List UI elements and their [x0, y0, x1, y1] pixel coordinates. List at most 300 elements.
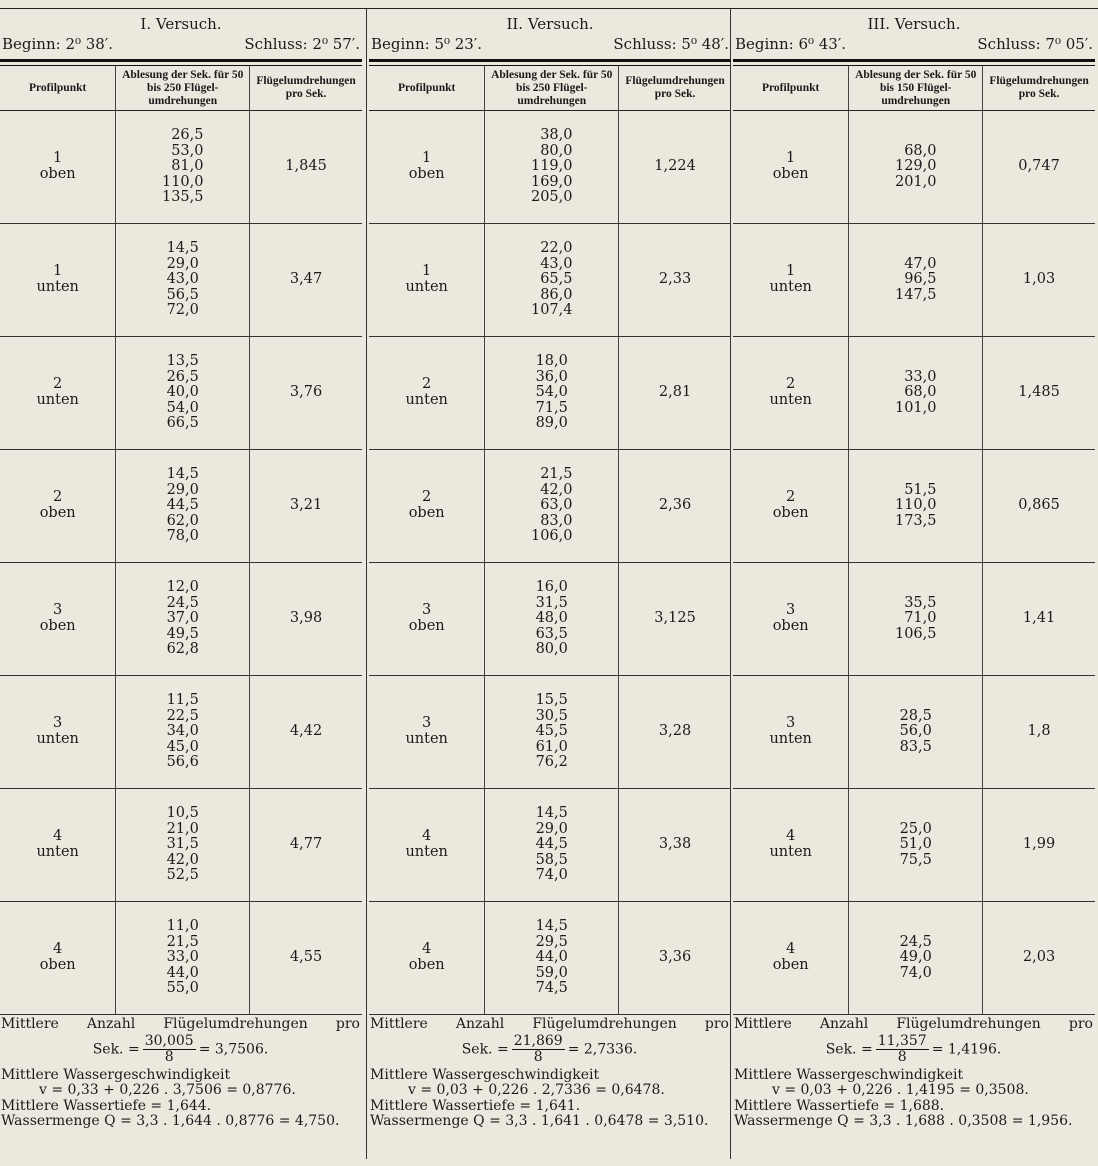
table-row	[0, 111, 362, 224]
table-row	[369, 676, 731, 789]
profil-number: 1	[786, 150, 796, 167]
rate-cell: 3,28	[619, 676, 731, 789]
fraction-numerator: 21,869	[513, 1032, 563, 1049]
rate-cell: 4,55	[250, 902, 362, 1015]
profilpunkt-cell	[369, 224, 485, 337]
calculation-footer	[369, 1015, 731, 1130]
profil-number: 1	[422, 263, 432, 280]
reading-value: 35,5	[904, 594, 937, 611]
readings-cell	[849, 224, 983, 337]
rate-cell: 2,36	[619, 450, 731, 563]
word: pro	[335, 1016, 360, 1032]
reading-value: 14,5	[166, 240, 199, 257]
table-row	[733, 337, 1095, 450]
reading-value: 169,0	[530, 173, 573, 190]
readings-cell	[116, 789, 250, 902]
reading-value: 24,5	[166, 594, 199, 611]
profil-position: unten	[405, 279, 448, 295]
sek-prefix: Sek. =	[92, 1041, 140, 1057]
reading-value: 44,5	[535, 836, 568, 853]
fraction	[876, 1034, 929, 1065]
table-row	[0, 789, 362, 902]
versuch-header	[0, 9, 362, 57]
profil-number: 1	[422, 150, 432, 167]
profilpunkt-cell	[0, 676, 116, 789]
reading-value: 42,0	[166, 851, 199, 868]
reading-value: 58,5	[535, 851, 568, 868]
rate-cell: 2,33	[619, 224, 731, 337]
rate-cell: 0,747	[983, 111, 1095, 224]
schluss-time: Schluss: 7⁰ 05′.	[977, 35, 1093, 53]
profil-position: oben	[408, 505, 445, 521]
readings-cell	[116, 902, 250, 1015]
rate-cell: 1,8	[983, 676, 1095, 789]
profilpunkt-cell	[0, 563, 116, 676]
readings-cell	[116, 563, 250, 676]
fraction-denominator: 8	[897, 1048, 907, 1065]
reading-value: 29,0	[166, 255, 199, 272]
profil-number: 4	[53, 941, 63, 958]
readings-list	[900, 822, 932, 869]
profilpunkt-cell	[369, 676, 485, 789]
sek-prefix: Sek. =	[825, 1041, 873, 1057]
readings-cell	[116, 337, 250, 450]
reading-value: 31,5	[166, 836, 199, 853]
readings-list	[536, 806, 568, 884]
column-separator	[366, 9, 367, 1159]
reading-value: 33,0	[904, 368, 937, 385]
fraction-denominator: 8	[533, 1048, 543, 1065]
fraction	[512, 1034, 565, 1065]
profilpunkt-cell	[369, 450, 485, 563]
sek-formula	[370, 1034, 729, 1065]
profil-number: 3	[53, 602, 63, 619]
schluss-time: Schluss: 5⁰ 48′.	[613, 35, 729, 53]
reading-value: 51,5	[904, 481, 937, 498]
profilpunkt-cell	[733, 676, 849, 789]
header-fluegelumdrehungen: Flügelumdrehungen pro Sek.	[619, 66, 731, 111]
readings-list	[536, 354, 568, 432]
reading-value: 83,0	[540, 512, 573, 529]
table-row	[369, 337, 731, 450]
rate-cell: 2,81	[619, 337, 731, 450]
reading-value: 68,0	[904, 384, 937, 401]
word: pro	[1068, 1016, 1093, 1032]
geschwindigkeit-label: Mittlere Wassergeschwindigkeit	[370, 1066, 600, 1083]
profil-position: oben	[772, 505, 809, 521]
table-row	[0, 224, 362, 337]
reading-value: 42,0	[540, 481, 573, 498]
readings-cell	[116, 111, 250, 224]
wassertiefe-line: Mittlere Wassertiefe = 1,641.	[370, 1097, 581, 1114]
profil-number: 4	[422, 828, 432, 845]
readings-list	[162, 128, 204, 206]
reading-value: 74,0	[535, 867, 568, 884]
reading-value: 96,5	[904, 271, 937, 288]
versuch-panel-1	[0, 9, 362, 1159]
reading-value: 147,5	[894, 286, 937, 303]
fraction-denominator: 8	[164, 1048, 174, 1065]
wassermenge-line: Wassermenge Q = 3,3 . 1,688 . 0,3508 = 1,956.	[734, 1113, 1073, 1129]
header-ablesung: Ablesung der Sek. für 50 bis 250 Flügelumdrehungen	[116, 66, 250, 111]
readings-list	[167, 241, 199, 319]
profilpunkt-cell	[0, 902, 116, 1015]
table-row	[369, 789, 731, 902]
word: Mittlere	[370, 1016, 428, 1032]
readings-list	[536, 580, 568, 658]
table-row	[369, 111, 731, 224]
profilpunkt-cell	[0, 224, 116, 337]
reading-value: 59,0	[535, 964, 568, 981]
reading-value: 14,5	[535, 918, 568, 935]
reading-value: 76,2	[535, 754, 568, 771]
rate-cell: 3,76	[250, 337, 362, 450]
schluss-time: Schluss: 2⁰ 57′.	[244, 35, 360, 53]
reading-value: 16,0	[535, 579, 568, 596]
readings-list	[531, 467, 573, 545]
readings-cell	[116, 676, 250, 789]
table-row	[369, 902, 731, 1015]
rate-cell: 4,42	[250, 676, 362, 789]
profil-number: 3	[786, 715, 796, 732]
mittlere-anzahl-line	[370, 1017, 729, 1033]
profil-number: 4	[422, 941, 432, 958]
reading-value: 71,0	[904, 610, 937, 627]
header-profilpunkt: Profilpunkt	[0, 66, 116, 111]
sek-result: = 1,4196.	[931, 1041, 1002, 1057]
reading-value: 10,5	[166, 805, 199, 822]
reading-value: 129,0	[894, 158, 937, 175]
profil-number: 3	[422, 715, 432, 732]
readings-cell	[116, 224, 250, 337]
rate-cell: 1,03	[983, 224, 1095, 337]
reading-value: 83,5	[899, 738, 932, 755]
reading-value: 31,5	[535, 594, 568, 611]
mittlere-anzahl-line	[1, 1017, 360, 1033]
profilpunkt-cell	[0, 111, 116, 224]
profilpunkt-cell	[733, 450, 849, 563]
versuch-title: III. Versuch.	[867, 15, 961, 33]
reading-value: 72,0	[166, 302, 199, 319]
profil-position: unten	[36, 731, 79, 747]
profil-position: unten	[36, 844, 79, 860]
profilpunkt-cell	[369, 789, 485, 902]
table-row	[733, 450, 1095, 563]
wassermenge-line: Wassermenge Q = 3,3 . 1,644 . 0,8776 = 4,750.	[1, 1113, 340, 1129]
reading-value: 62,8	[166, 641, 199, 658]
reading-value: 63,0	[540, 497, 573, 514]
reading-value: 61,0	[535, 738, 568, 755]
profil-number: 2	[786, 376, 796, 393]
reading-value: 52,5	[166, 867, 199, 884]
geschwindigkeit-formula: v = 0,03 + 0,226 . 2,7336 = 0,6478.	[408, 1082, 665, 1098]
readings-list	[895, 370, 937, 417]
profil-position: oben	[772, 618, 809, 634]
reading-value: 14,5	[166, 466, 199, 483]
word: Anzahl	[455, 1016, 505, 1032]
profil-number: 4	[786, 828, 796, 845]
beginn-time: Beginn: 2⁰ 38′.	[2, 35, 114, 53]
readings-list	[167, 806, 199, 884]
readings-cell	[849, 111, 983, 224]
table-row	[369, 563, 731, 676]
reading-value: 15,5	[535, 692, 568, 709]
profil-number: 2	[422, 489, 432, 506]
profil-position: oben	[39, 618, 76, 634]
sek-prefix: Sek. =	[461, 1041, 509, 1057]
rate-cell: 3,38	[619, 789, 731, 902]
header-ablesung: Ablesung der Sek. für 50 bis 150 Flügelumdrehungen	[849, 66, 983, 111]
profil-position: unten	[769, 279, 812, 295]
readings-list	[900, 709, 932, 756]
rate-cell: 1,99	[983, 789, 1095, 902]
reading-value: 51,0	[899, 836, 932, 853]
word: Flügelumdrehungen	[163, 1016, 308, 1032]
fraction-numerator: 30,005	[144, 1032, 194, 1049]
table-row	[733, 789, 1095, 902]
word: Flügelumdrehungen	[532, 1016, 677, 1032]
profil-position: oben	[408, 957, 445, 973]
profil-position: unten	[769, 392, 812, 408]
readings-list	[536, 693, 568, 771]
reading-value: 34,0	[166, 723, 199, 740]
reading-value: 45,5	[535, 723, 568, 740]
profilpunkt-cell	[733, 224, 849, 337]
reading-value: 11,0	[166, 918, 199, 935]
reading-value: 33,0	[166, 949, 199, 966]
reading-value: 21,0	[166, 820, 199, 837]
reading-value: 44,0	[166, 964, 199, 981]
profilpunkt-cell	[0, 337, 116, 450]
profil-position: oben	[39, 166, 76, 182]
readings-cell	[485, 563, 619, 676]
profil-number: 2	[53, 489, 63, 506]
geschwindigkeit-label: Mittlere Wassergeschwindigkeit	[734, 1066, 964, 1083]
profilpunkt-cell	[369, 337, 485, 450]
readings-cell	[849, 450, 983, 563]
reading-value: 173,5	[894, 512, 937, 529]
profil-number: 3	[786, 602, 796, 619]
geschwindigkeit-formula: v = 0,03 + 0,226 . 1,4195 = 0,3508.	[772, 1082, 1029, 1098]
readings-cell	[485, 676, 619, 789]
fraction	[143, 1034, 196, 1065]
sek-formula	[734, 1034, 1093, 1065]
sek-result: = 2,7336.	[567, 1041, 638, 1057]
reading-value: 45,0	[166, 738, 199, 755]
reading-value: 26,5	[166, 368, 199, 385]
table-row	[733, 902, 1095, 1015]
versuch-title: II. Versuch.	[506, 15, 594, 33]
readings-list	[895, 257, 937, 304]
profilpunkt-cell	[0, 789, 116, 902]
reading-value: 53,0	[171, 142, 204, 159]
profilpunkt-cell	[733, 789, 849, 902]
wassermenge-line: Wassermenge Q = 3,3 . 1,641 . 0,6478 = 3,510.	[370, 1113, 709, 1129]
geschwindigkeit-formula: v = 0,33 + 0,226 . 3,7506 = 0,8776.	[39, 1082, 296, 1098]
profil-position: unten	[769, 731, 812, 747]
reading-value: 62,0	[166, 512, 199, 529]
reading-value: 18,0	[535, 353, 568, 370]
double-rule-thick	[369, 59, 731, 62]
versuch-panel-3	[733, 9, 1095, 1159]
table-row	[0, 563, 362, 676]
reading-value: 80,0	[540, 142, 573, 159]
header-ablesung: Ablesung der Sek. für 50 bis 250 Flügelumdrehungen	[485, 66, 619, 111]
word: Mittlere	[734, 1016, 792, 1032]
rate-cell: 3,36	[619, 902, 731, 1015]
rate-cell: 1,224	[619, 111, 731, 224]
profil-position: unten	[405, 731, 448, 747]
profilpunkt-cell	[369, 563, 485, 676]
profilpunkt-cell	[733, 337, 849, 450]
readings-cell	[849, 789, 983, 902]
reading-value: 86,0	[540, 286, 573, 303]
readings-list	[531, 128, 573, 206]
reading-value: 107,4	[530, 302, 573, 319]
readings-cell	[116, 450, 250, 563]
readings-cell	[485, 450, 619, 563]
rate-cell: 2,03	[983, 902, 1095, 1015]
calculation-footer	[733, 1015, 1095, 1130]
reading-value: 28,5	[899, 707, 932, 724]
table-row	[733, 676, 1095, 789]
rate-cell: 1,41	[983, 563, 1095, 676]
header-fluegelumdrehungen: Flügelumdrehungen pro Sek.	[250, 66, 362, 111]
reading-value: 37,0	[166, 610, 199, 627]
reading-value: 74,5	[535, 980, 568, 997]
readings-cell	[485, 337, 619, 450]
reading-value: 68,0	[904, 142, 937, 159]
reading-value: 12,0	[166, 579, 199, 596]
double-rule-thick	[733, 59, 1095, 62]
geschwindigkeit-label: Mittlere Wassergeschwindigkeit	[1, 1066, 231, 1083]
reading-value: 66,5	[166, 415, 199, 432]
profil-position: oben	[408, 166, 445, 182]
sek-result: = 3,7506.	[198, 1041, 269, 1057]
profil-number: 1	[53, 150, 63, 167]
reading-value: 22,5	[166, 707, 199, 724]
readings-list	[895, 596, 937, 643]
wassertiefe-line: Mittlere Wassertiefe = 1,688.	[734, 1097, 945, 1114]
rate-cell: 3,21	[250, 450, 362, 563]
reading-value: 205,0	[530, 189, 573, 206]
profil-position: unten	[405, 392, 448, 408]
profil-position: unten	[769, 844, 812, 860]
word: Flügelumdrehungen	[896, 1016, 1041, 1032]
reading-value: 80,0	[535, 641, 568, 658]
profil-number: 3	[53, 715, 63, 732]
reading-value: 24,5	[899, 933, 932, 950]
reading-value: 14,5	[535, 805, 568, 822]
readings-cell	[485, 789, 619, 902]
readings-list	[536, 919, 568, 997]
reading-value: 29,0	[166, 481, 199, 498]
readings-cell	[849, 676, 983, 789]
table-header-row	[733, 66, 1095, 111]
reading-value: 106,5	[894, 625, 937, 642]
profil-position: unten	[36, 392, 79, 408]
reading-value: 43,0	[166, 271, 199, 288]
reading-value: 29,5	[535, 933, 568, 950]
rate-cell: 4,77	[250, 789, 362, 902]
reading-value: 89,0	[535, 415, 568, 432]
profil-number: 4	[786, 941, 796, 958]
header-profilpunkt: Profilpunkt	[733, 66, 849, 111]
reading-value: 43,0	[540, 255, 573, 272]
reading-value: 54,0	[166, 399, 199, 416]
word: Mittlere	[1, 1016, 59, 1032]
versuch-panel-2	[369, 9, 731, 1159]
reading-value: 78,0	[166, 528, 199, 545]
profil-number: 2	[786, 489, 796, 506]
reading-value: 201,0	[894, 173, 937, 190]
reading-value: 106,0	[530, 528, 573, 545]
profilpunkt-cell	[733, 111, 849, 224]
reading-value: 22,0	[540, 240, 573, 257]
rate-cell: 3,47	[250, 224, 362, 337]
table-header-row	[369, 66, 731, 111]
double-rule-thick	[0, 59, 362, 62]
readings-list	[167, 467, 199, 545]
reading-value: 11,5	[166, 692, 199, 709]
reading-value: 63,5	[535, 625, 568, 642]
calculation-footer	[0, 1015, 362, 1130]
reading-value: 29,0	[535, 820, 568, 837]
reading-value: 38,0	[540, 127, 573, 144]
measurement-table	[369, 66, 731, 1015]
profil-position: oben	[39, 957, 76, 973]
profil-number: 2	[53, 376, 63, 393]
versuch-header	[733, 9, 1095, 57]
reading-value: 71,5	[535, 399, 568, 416]
table-row	[0, 902, 362, 1015]
profil-position: oben	[39, 505, 76, 521]
readings-list	[167, 580, 199, 658]
readings-list	[895, 483, 937, 530]
profil-number: 3	[422, 602, 432, 619]
profil-number: 4	[53, 828, 63, 845]
mittlere-anzahl-line	[734, 1017, 1093, 1033]
table-row	[369, 450, 731, 563]
profil-number: 1	[786, 263, 796, 280]
rate-cell: 3,125	[619, 563, 731, 676]
reading-value: 119,0	[530, 158, 573, 175]
readings-list	[895, 144, 937, 191]
rate-cell: 1,485	[983, 337, 1095, 450]
reading-value: 26,5	[171, 127, 204, 144]
reading-value: 40,0	[166, 384, 199, 401]
table-row	[0, 676, 362, 789]
reading-value: 49,0	[899, 949, 932, 966]
reading-value: 110,0	[894, 497, 937, 514]
reading-value: 36,0	[535, 368, 568, 385]
table-row	[369, 224, 731, 337]
reading-value: 56,5	[166, 286, 199, 303]
profil-position: oben	[772, 957, 809, 973]
readings-cell	[485, 224, 619, 337]
profil-position: oben	[772, 166, 809, 182]
table-row	[733, 111, 1095, 224]
table-row	[733, 224, 1095, 337]
readings-cell	[849, 563, 983, 676]
measurement-table	[733, 66, 1095, 1015]
profil-number: 1	[53, 263, 63, 280]
reading-value: 101,0	[894, 399, 937, 416]
readings-list	[531, 241, 573, 319]
reading-value: 21,5	[166, 933, 199, 950]
reading-value: 75,5	[899, 851, 932, 868]
reading-value: 44,5	[166, 497, 199, 514]
